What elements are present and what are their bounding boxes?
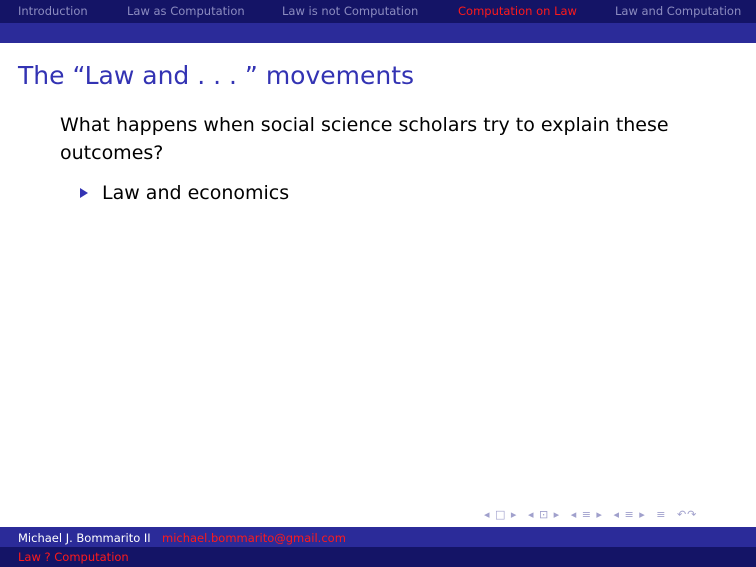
section-nav-icon[interactable]: ◂ ≡ ▸ bbox=[570, 508, 603, 521]
bullet-item bbox=[80, 179, 289, 207]
nav-item-law-and-computation[interactable]: Law and Computation bbox=[615, 4, 742, 18]
bullet-arrow-icon bbox=[80, 188, 88, 198]
top-navigation-bar bbox=[0, 0, 756, 23]
nav-item-law-as-computation[interactable]: Law as Computation bbox=[127, 4, 245, 18]
nav-item-introduction[interactable]: Introduction bbox=[18, 4, 88, 18]
appendix-icon[interactable]: ≡ bbox=[656, 508, 667, 521]
nav-item-computation-on-law[interactable]: Computation on Law bbox=[458, 4, 577, 18]
subsection-nav-icon[interactable]: ◂ ⊡ ▸ bbox=[527, 508, 561, 521]
footer-short-title: Law ? Computation bbox=[18, 550, 129, 564]
subsection-bar bbox=[0, 23, 756, 43]
beamer-navigation-controls bbox=[484, 508, 703, 521]
footer-email-link[interactable]: michael.bommarito@gmail.com bbox=[162, 531, 346, 545]
slide-title: The “Law and . . . ” movements bbox=[18, 61, 415, 90]
footer-author: Michael J. Bommarito II bbox=[18, 531, 151, 545]
slide-body-text: What happens when social science scholars try to explain these outcomes? bbox=[60, 114, 669, 164]
search-back-forward-icon[interactable]: ↶↷ bbox=[676, 508, 698, 521]
bullet-label: Law and economics bbox=[102, 182, 290, 204]
nav-item-law-is-not-computation[interactable]: Law is not Computation bbox=[282, 4, 419, 18]
document-nav-icon[interactable]: ◂ ≡ ▸ bbox=[613, 508, 646, 521]
frame-nav-icon[interactable]: ◂ □ ▸ bbox=[484, 508, 518, 521]
